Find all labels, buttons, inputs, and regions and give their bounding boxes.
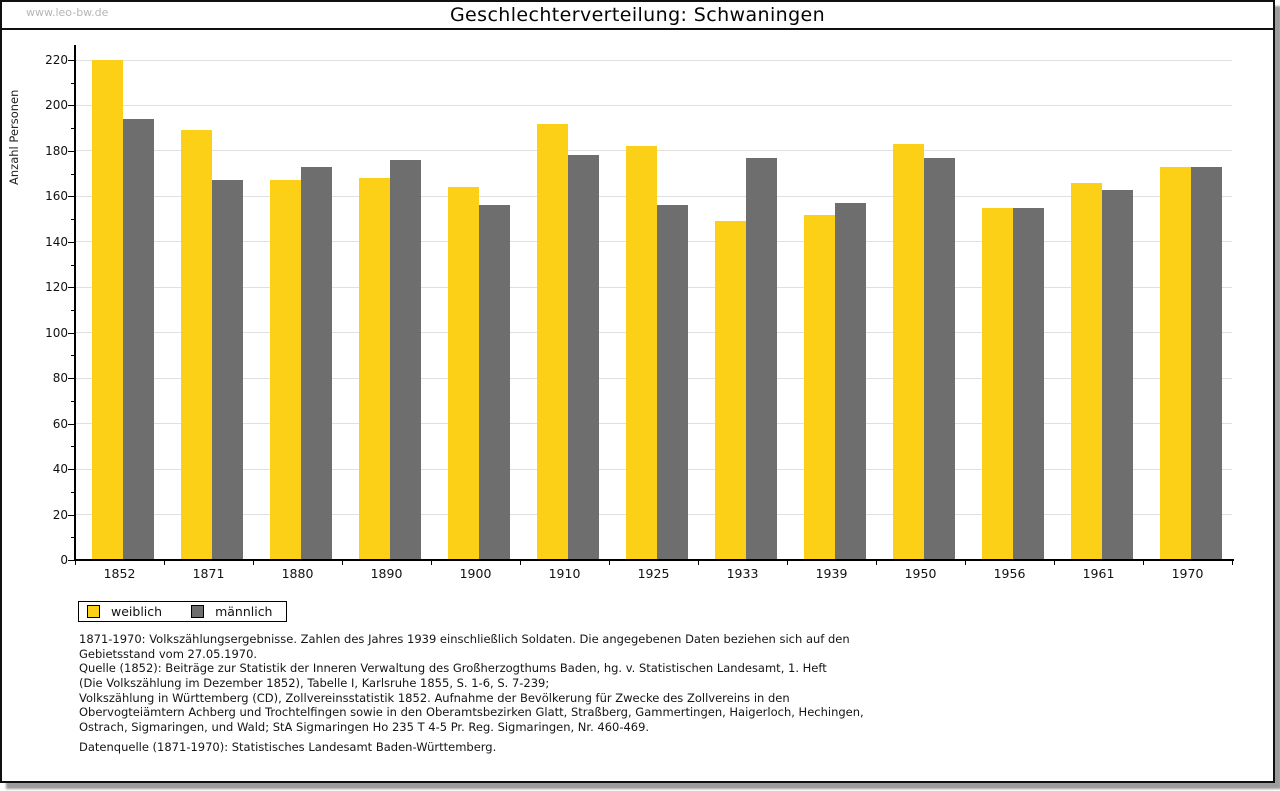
y-major-tick	[68, 151, 75, 152]
y-minor-tick	[71, 446, 75, 447]
y-major-tick	[68, 60, 75, 61]
y-minor-tick	[71, 537, 75, 538]
x-tick	[75, 560, 76, 565]
x-tick	[431, 560, 432, 565]
y-major-tick	[68, 105, 75, 106]
bar-männlich-1961	[1102, 190, 1133, 560]
x-axis-line	[74, 559, 1234, 561]
legend-item	[191, 604, 272, 619]
bar-männlich-1890	[390, 160, 421, 560]
x-tick-label: 1939	[815, 566, 848, 581]
y-minor-tick	[71, 83, 75, 84]
x-tick-label: 1910	[548, 566, 581, 581]
datasource-note: Datenquelle (1871-1970): Statistisches Landesamt Baden-Württemberg.	[79, 740, 497, 754]
bar-weiblich-1852	[92, 60, 123, 560]
x-tick	[1232, 560, 1233, 565]
bar-männlich-1871	[212, 180, 243, 560]
y-axis-title: Anzahl Personen	[7, 89, 21, 185]
bar-männlich-1925	[657, 205, 688, 560]
bar-weiblich-1890	[359, 178, 390, 560]
y-tick-label: 60	[52, 416, 68, 431]
footnote-line: Ostrach, Sigmaringen, und Wald; StA Sigmaringen Ho 235 T 4-5 Pr. Reg. Sigmaringen, Nr. 460-469.	[79, 719, 650, 734]
bar-männlich-1956	[1013, 208, 1044, 560]
footnote-line: Volkszählung in Württemberg (CD), Zollvereinsstatistik 1852. Aufnahme der Bevölkerung für Zwecke des Zollvereins in den	[79, 690, 790, 705]
bar-männlich-1933	[746, 158, 777, 560]
y-tick-label: 140	[45, 234, 68, 249]
y-major-tick	[68, 424, 75, 425]
bar-weiblich-1961	[1071, 183, 1102, 560]
y-tick-label: 120	[45, 280, 68, 295]
bar-weiblich-1925	[626, 146, 657, 560]
bar-männlich-1950	[924, 158, 955, 560]
y-tick-label: 220	[45, 53, 68, 67]
y-minor-tick	[71, 265, 75, 266]
x-tick	[787, 560, 788, 565]
y-major-tick	[68, 378, 75, 379]
header-divider	[0, 28, 1275, 30]
bar-weiblich-1880	[270, 180, 301, 560]
y-major-tick	[68, 196, 75, 197]
x-tick-label: 1950	[904, 566, 937, 581]
x-tick	[698, 560, 699, 565]
x-tick	[876, 560, 877, 565]
y-minor-tick	[71, 492, 75, 493]
bar-männlich-1970	[1191, 167, 1222, 560]
legend-item	[87, 604, 162, 619]
gridline	[76, 105, 1232, 106]
y-axis-line	[74, 45, 76, 561]
y-major-tick	[68, 560, 75, 561]
x-tick	[520, 560, 521, 565]
bar-weiblich-1910	[537, 124, 568, 560]
x-tick-label: 1852	[103, 566, 136, 581]
y-minor-tick	[71, 401, 75, 402]
y-tick-label: 160	[45, 189, 68, 204]
legend-swatch-weiblich	[87, 605, 100, 618]
bar-männlich-1880	[301, 167, 332, 560]
y-tick-label: 80	[52, 371, 68, 386]
y-tick-label: 0	[60, 553, 68, 567]
y-minor-tick	[71, 219, 75, 220]
y-major-tick	[68, 333, 75, 334]
x-tick-label: 1890	[370, 566, 403, 581]
watermark-url: www.leo-bw.de	[26, 6, 109, 19]
x-tick-label: 1961	[1082, 566, 1115, 581]
bar-weiblich-1900	[448, 187, 479, 560]
y-major-tick	[68, 287, 75, 288]
chart-title: Geschlechterverteilung: Schwaningen	[449, 4, 826, 26]
bar-weiblich-1939	[804, 215, 835, 560]
x-tick-label: 1900	[459, 566, 492, 581]
footnote-line: Quelle (1852): Beiträge zur Statistik der Inneren Verwaltung des Großherzogthums Baden, hg. v. Statistischen Landesamt, 1. Heft	[79, 661, 827, 676]
y-minor-tick	[71, 310, 75, 311]
y-tick-label: 100	[45, 325, 68, 340]
legend	[78, 601, 287, 622]
x-tick-label: 1880	[281, 566, 314, 581]
legend-swatch-männlich	[191, 605, 204, 618]
footnote-line: Obervogteiämtern Achberg und Trochtelfingen sowie in den Oberamtsbezirken Glatt, Straßberg, Gammertingen, Haigerloch, Hechingen,	[79, 705, 864, 720]
footnote-line: 1871-1970: Volkszählungsergebnisse. Zahlen des Jahres 1939 einschließlich Soldaten. Die angegebenen Daten beziehen sich auf den	[79, 632, 850, 646]
bar-männlich-1910	[568, 155, 599, 560]
bar-weiblich-1871	[181, 130, 212, 560]
y-tick-label: 180	[45, 143, 68, 158]
x-tick	[164, 560, 165, 565]
bar-weiblich-1933	[715, 221, 746, 560]
bar-männlich-1852	[123, 119, 154, 560]
x-tick-label: 1933	[726, 566, 759, 581]
x-tick	[965, 560, 966, 565]
x-tick-label: 1871	[192, 566, 225, 581]
y-tick-label: 20	[52, 507, 68, 522]
x-tick-label: 1956	[993, 566, 1026, 581]
x-tick	[253, 560, 254, 565]
bar-weiblich-1970	[1160, 167, 1191, 560]
x-tick	[1143, 560, 1144, 565]
gridline	[76, 60, 1232, 61]
footnotes	[79, 632, 864, 735]
y-tick-label: 40	[52, 462, 68, 477]
y-major-tick	[68, 242, 75, 243]
y-minor-tick	[71, 355, 75, 356]
x-tick	[1054, 560, 1055, 565]
bar-männlich-1900	[479, 205, 510, 560]
x-tick	[609, 560, 610, 565]
bar-weiblich-1956	[982, 208, 1013, 560]
x-tick-label: 1925	[637, 566, 670, 581]
legend-label: männlich	[215, 604, 273, 619]
legend-label: weiblich	[111, 604, 163, 619]
y-minor-tick	[71, 128, 75, 129]
footnote-line: (Die Volkszählung im Dezember 1852), Tabelle I, Karlsruhe 1855, S. 1-6, S. 7-239;	[79, 675, 550, 690]
bar-weiblich-1950	[893, 144, 924, 560]
y-major-tick	[68, 469, 75, 470]
y-minor-tick	[71, 174, 75, 175]
x-tick-label: 1970	[1171, 566, 1204, 581]
y-tick-label: 200	[45, 98, 68, 113]
x-tick	[342, 560, 343, 565]
y-major-tick	[68, 515, 75, 516]
footnote-line: Gebietsstand vom 27.05.1970.	[79, 646, 258, 661]
bar-männlich-1939	[835, 203, 866, 560]
